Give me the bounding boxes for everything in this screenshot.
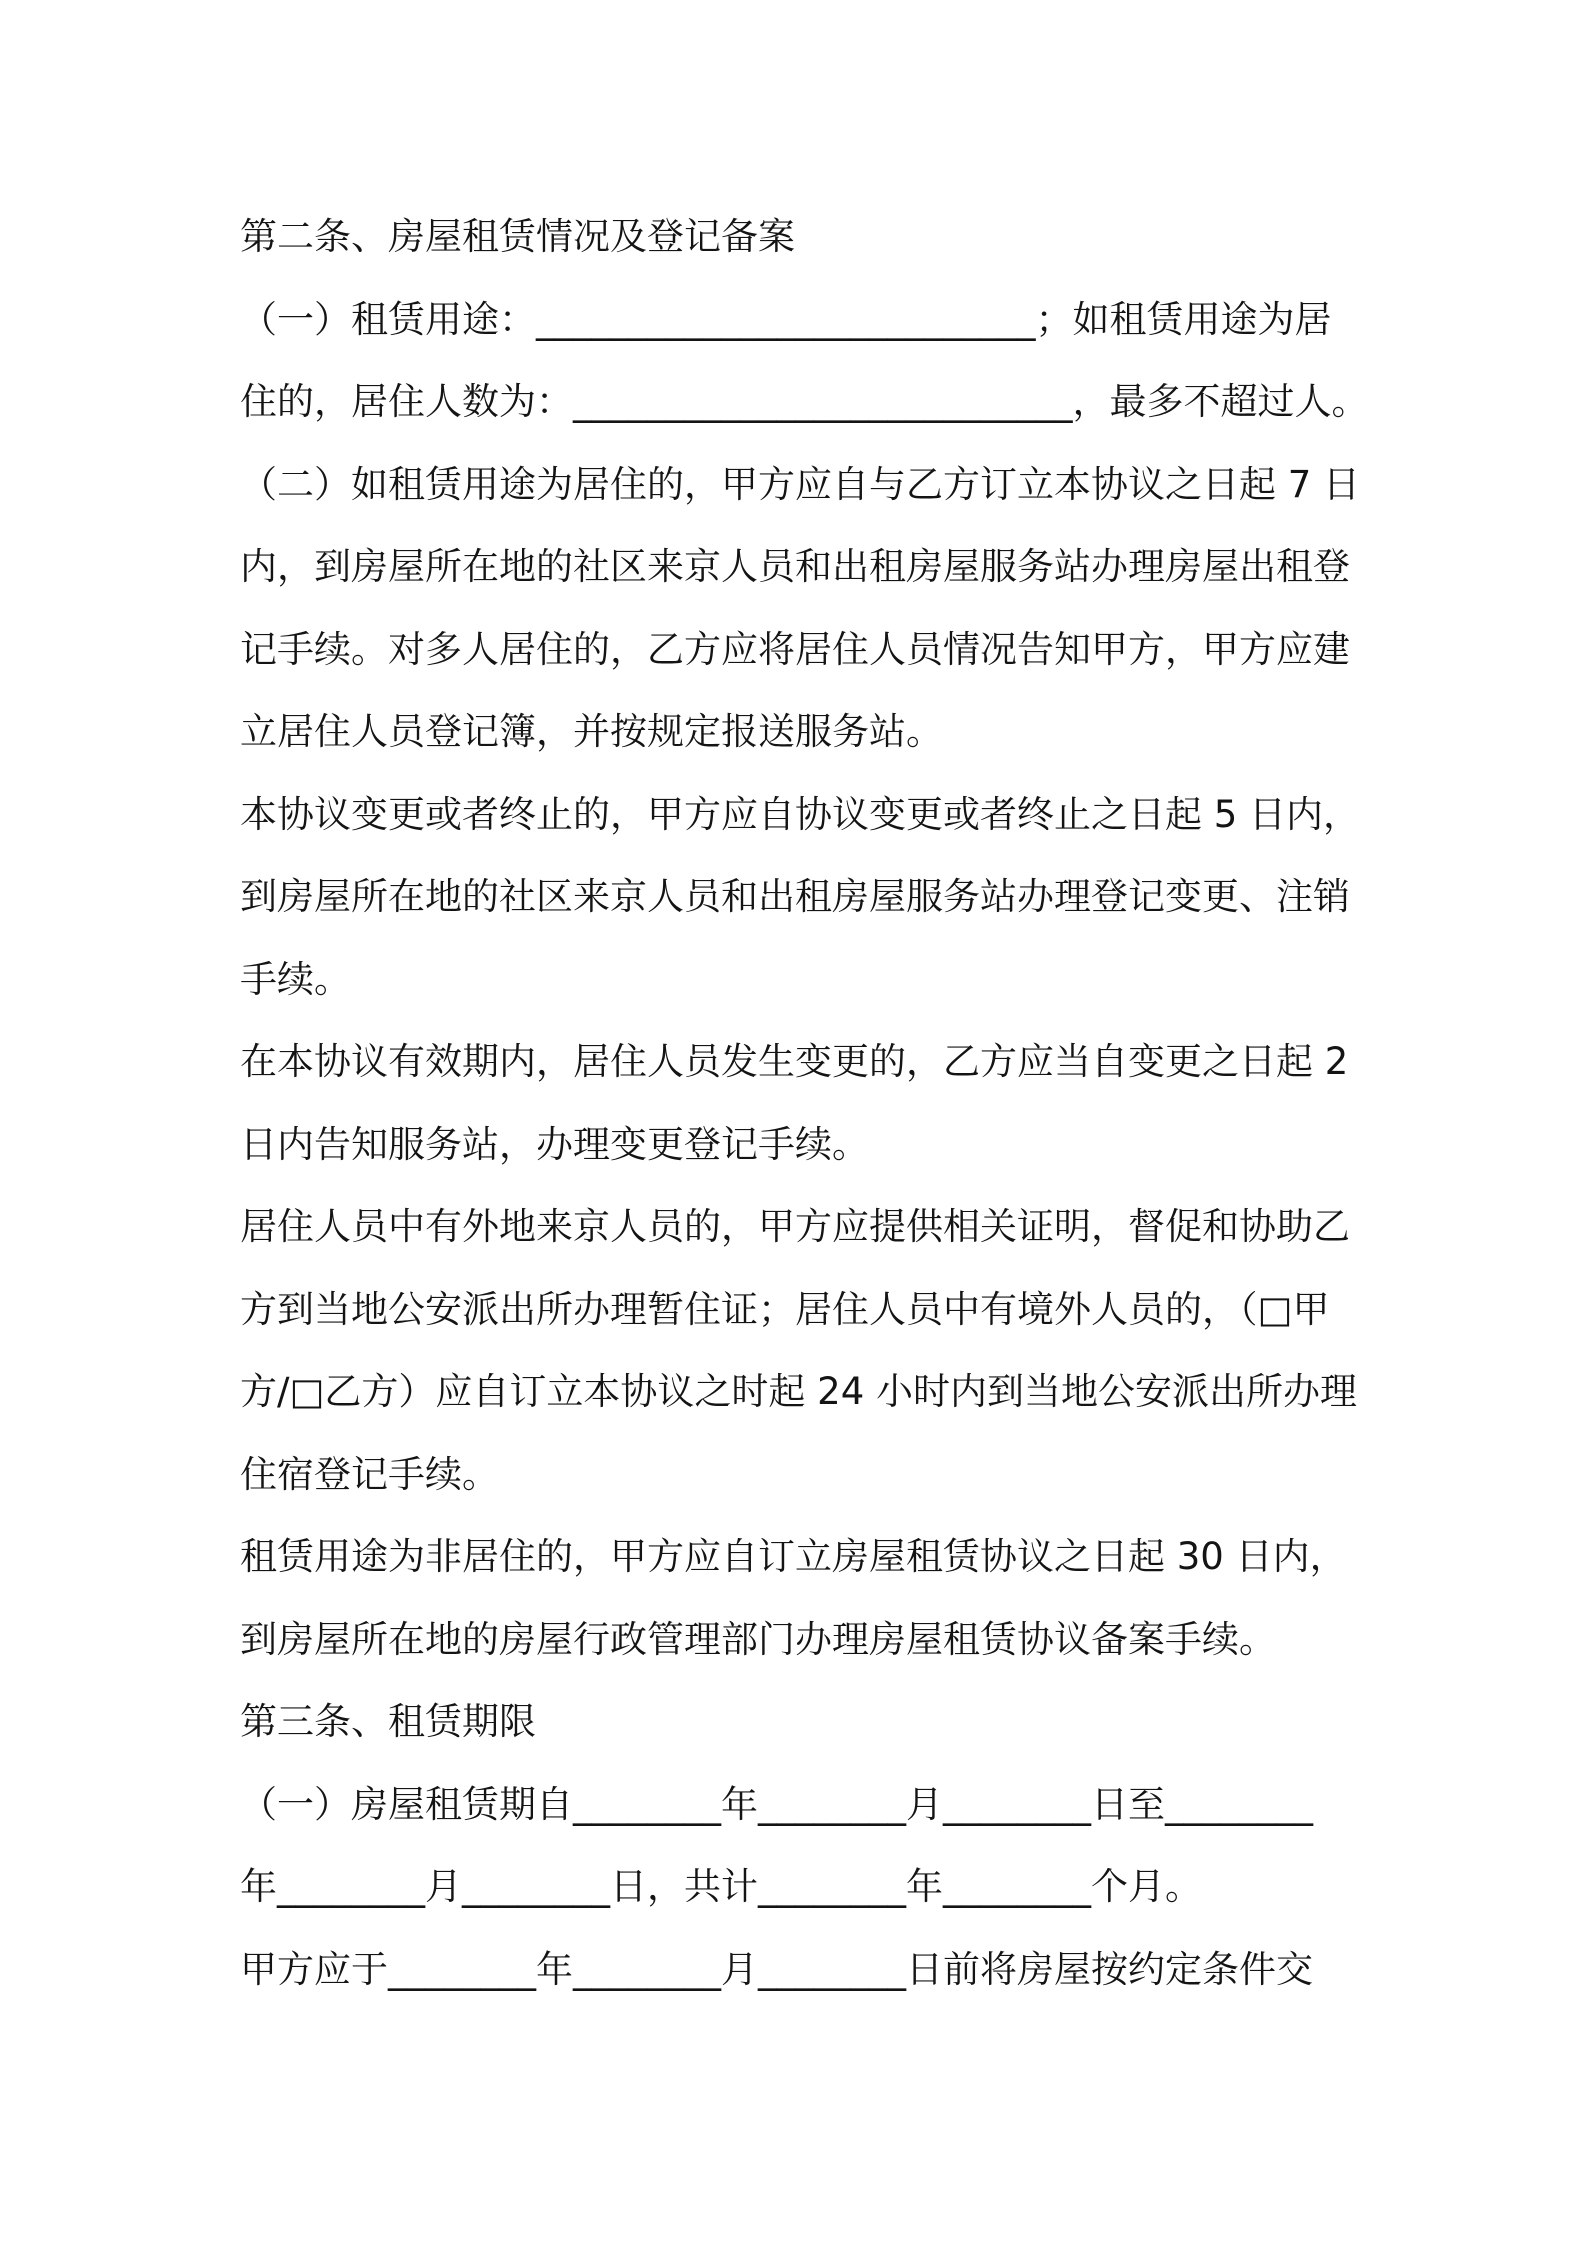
text-line: 手续。 bbox=[240, 957, 351, 1001]
text-line: 记手续。对多人居住的，乙方应将居住人员情况告知甲方，甲方应建 bbox=[240, 627, 1350, 671]
text-line: 日内告知服务站，办理变更登记手续。 bbox=[240, 1122, 869, 1166]
text-line: 到房屋所在地的房屋行政管理部门办理房屋租赁协议备案手续。 bbox=[240, 1617, 1276, 1661]
text-line: 住宿登记手续。 bbox=[240, 1452, 499, 1496]
text-line: 在本协议有效期内，居住人员发生变更的，乙方应当自变更之日起 2 bbox=[240, 1040, 1349, 1083]
text-line: 居住人员中有外地来京人员的，甲方应提供相关证明，督促和协助乙 bbox=[240, 1205, 1350, 1248]
text-line: 年________月________日，共计________年________个月。 bbox=[240, 1865, 1202, 1908]
text-line: 租赁用途为非居住的，甲方应自订立房屋租赁协议之日起 30 日内， bbox=[240, 1535, 1347, 1578]
text-line: 方到当地公安派出所办理暂住证；居住人员中有境外人员的，（□甲 bbox=[240, 1287, 1330, 1331]
article-2-heading: 第二条、房屋租赁情况及登记备案 bbox=[240, 215, 795, 258]
text-line: 方/□乙方）应自订立本协议之时起 24 小时内到当地公安派出所办理 bbox=[240, 1370, 1358, 1413]
text-line: 甲方应于________年________月________日前将房屋按约定条件交 bbox=[240, 1947, 1313, 1991]
article-3-heading: 第三条、租赁期限 bbox=[240, 1700, 536, 1743]
text-line: 到房屋所在地的社区来京人员和出租房屋服务站办理登记变更、注销 bbox=[240, 875, 1350, 918]
text-line: 住的，居住人数为：___________________________，最多不超过人。 bbox=[240, 380, 1369, 423]
text-line: 立居住人员登记簿，并按规定报送服务站。 bbox=[240, 710, 943, 753]
text-line: 本协议变更或者终止的，甲方应自协议变更或者终止之日起 5 日内， bbox=[240, 792, 1361, 836]
text-line: （一）租赁用途：___________________________；如租赁用途为居 bbox=[240, 297, 1332, 341]
text-line: （一）房屋租赁期自________年________月________日至________ bbox=[240, 1782, 1313, 1826]
text-line: 内，到房屋所在地的社区来京人员和出租房屋服务站办理房屋出租登 bbox=[240, 545, 1350, 588]
text-line: （二）如租赁用途为居住的，甲方应自与乙方订立本协议之日起 7 日 bbox=[240, 462, 1361, 506]
document-body bbox=[240, 196, 1369, 2011]
